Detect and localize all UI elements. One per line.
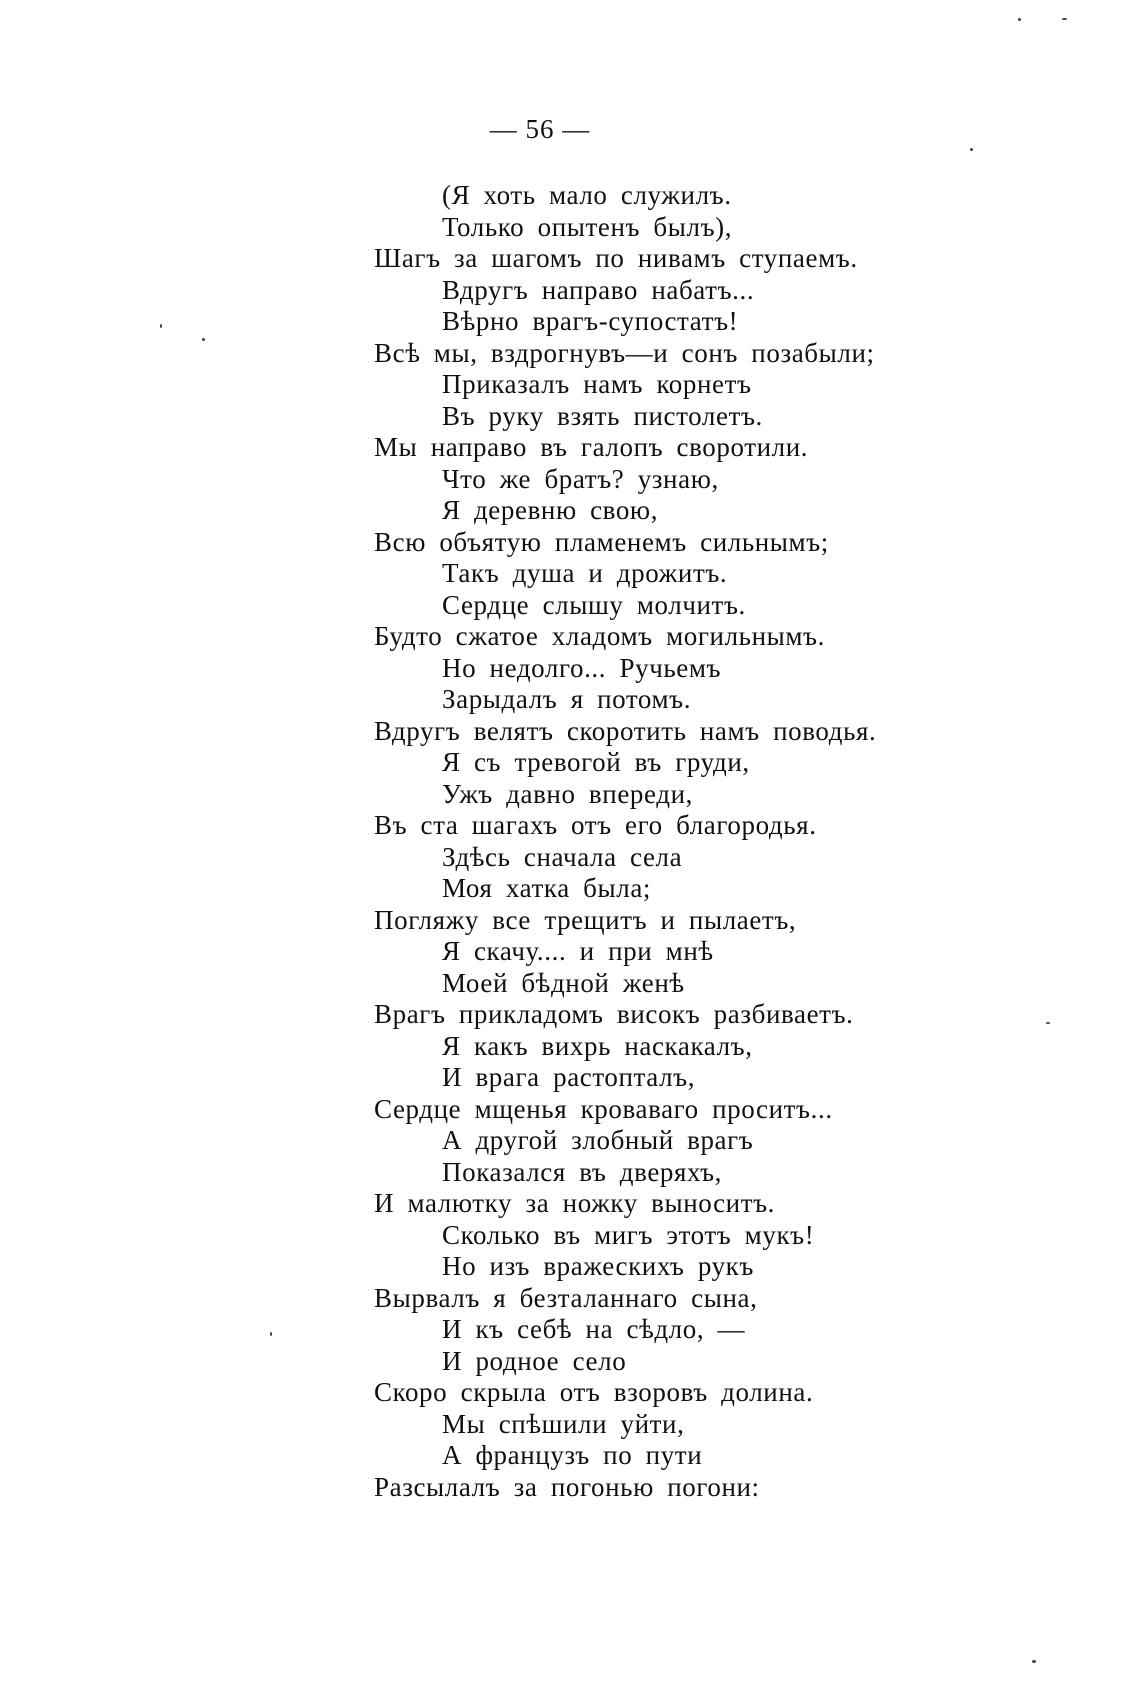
poem-line: Я съ тревогой въ груди, (442, 747, 750, 777)
poem-line: Всѣ мы, вздрогнувъ—и сонъ позабыли; (374, 337, 875, 368)
poem-line: Погляжу все трещитъ и пылаетъ, (374, 904, 797, 935)
poem-line: Ужъ давно впереди, (442, 778, 693, 809)
poem-line: Сколько въ мигъ этотъ мукъ! (442, 1219, 815, 1250)
poem-line: (Я хоть мало служилъ. (442, 180, 732, 210)
poem-line: Врагъ прикладомъ високъ разбиваетъ. (374, 999, 854, 1029)
poem-line: И къ себѣ на сѣдло, — (442, 1314, 746, 1344)
poem-line: Такъ душа и дрожитъ. (442, 558, 728, 588)
scan-speck (160, 324, 162, 328)
scan-speck (270, 1332, 272, 1336)
poem-line: Моей бѣдной женѣ (442, 967, 685, 998)
poem-line: Что же братъ? узнаю, (442, 463, 719, 494)
scan-speck (1062, 18, 1067, 20)
poem-line: Приказалъ намъ корнетъ (442, 369, 752, 399)
page-number: — 56 — (489, 114, 591, 144)
poem-line: Въ ста шагахъ отъ его благородья. (374, 810, 817, 840)
poem-line: Мы направо въ галопъ своротили. (374, 432, 809, 462)
poem-line: Скоро скрыла отъ взоровъ долина. (374, 1377, 814, 1407)
poem-line: Будто сжатое хладомъ могильнымъ. (374, 621, 825, 651)
scan-speck (970, 148, 973, 151)
poem-line: А другой злобный врагъ (442, 1125, 754, 1155)
poem-line: Я какъ вихрь наскакалъ, (442, 1030, 753, 1061)
poem-line: Я скачу.... и при мнѣ (442, 936, 714, 966)
poem-line: Я деревню свою, (442, 495, 659, 525)
poem-line: И родное село (442, 1345, 627, 1376)
poem-line: Вдругъ велятъ скоротить намъ поводья. (374, 715, 877, 746)
poem-line: Но изъ вражескихъ рукъ (442, 1251, 754, 1281)
poem-line: Вырвалъ я безталаннаго сына, (374, 1282, 758, 1313)
poem-line: Вѣрно врагъ-супостатъ! (442, 306, 739, 336)
poem-line: Показался въ дверяхъ, (442, 1156, 723, 1187)
poem-line: И врага растопталъ, (442, 1062, 696, 1092)
poem-line: Сердце мщенья кроваваго проситъ... (374, 1093, 833, 1124)
poem-line: А французъ по пути (442, 1440, 703, 1470)
poem-line: Мы спѣшили уйти, (442, 1408, 685, 1439)
poem-line: И малютку за ножку выноситъ. (374, 1188, 776, 1218)
poem-line: Здѣсь сначала села (442, 841, 683, 872)
poem-line: Всю объятую пламенемъ сильнымъ; (374, 526, 829, 557)
poem-line: Вдругъ направо набатъ... (442, 274, 755, 305)
scan-speck (1032, 1660, 1036, 1663)
poem-line: Въ руку взять пистолетъ. (442, 400, 763, 431)
poem-line: Разсылалъ за погонью погони: (374, 1471, 760, 1502)
poem-line: Но недолго... Ручьемъ (442, 652, 722, 683)
poem-line: Только опытенъ былъ), (442, 211, 733, 242)
scan-speck (1046, 1022, 1050, 1024)
poem-text (374, 180, 1074, 1503)
poem-line: Зарыдалъ я потомъ. (442, 684, 692, 714)
poem-line: Сердце слышу молчитъ. (442, 589, 746, 620)
poem-line: Шагъ за шагомъ по нивамъ ступаемъ. (374, 243, 858, 273)
scan-speck (202, 338, 205, 341)
scan-speck (1018, 18, 1021, 21)
poem-line: Моя хатка была; (442, 873, 651, 903)
